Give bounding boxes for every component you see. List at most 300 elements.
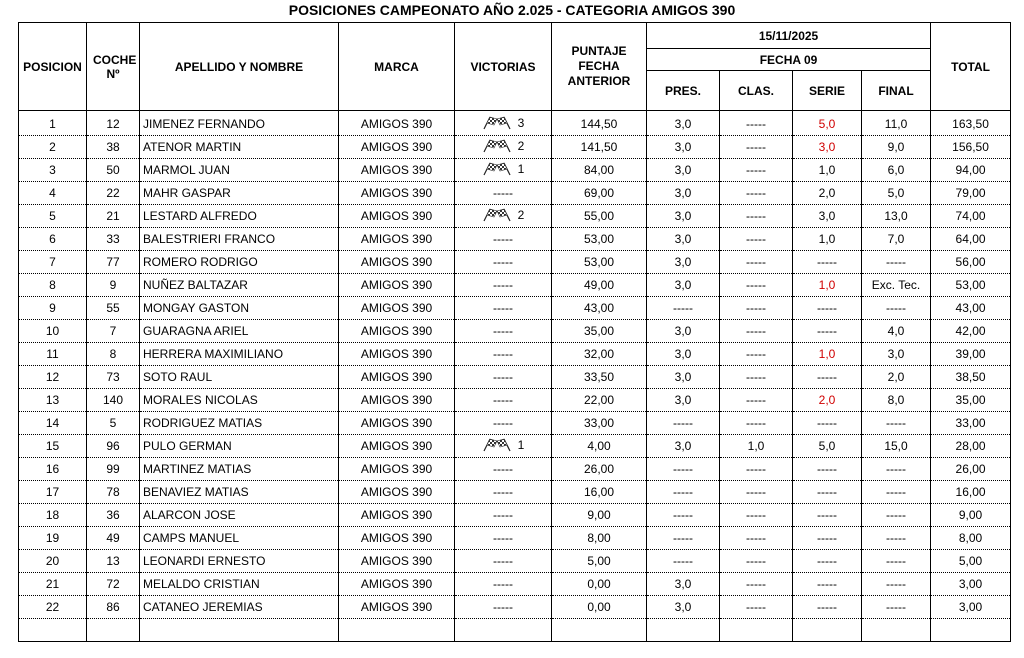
cell-final: ----- [862, 481, 931, 504]
cell-total: 33,00 [931, 412, 1011, 435]
cell-nombre: LESTARD ALFREDO [140, 205, 339, 228]
cell-puntaje-anterior: 8,00 [552, 527, 647, 550]
cell-puntaje-anterior: 69,00 [552, 182, 647, 205]
cell-total: 156,50 [931, 136, 1011, 159]
cell-pres: ----- [647, 550, 720, 573]
table-row [19, 320, 1011, 343]
cell-serie: ----- [793, 320, 862, 343]
cell-coche: 8 [87, 343, 140, 366]
table-row [19, 504, 1011, 527]
cell-coche: 33 [87, 228, 140, 251]
cell-nombre: PULO GERMAN [140, 435, 339, 458]
cell-nombre: MORALES NICOLAS [140, 389, 339, 412]
cell-clas: ----- [720, 136, 793, 159]
cell-marca: AMIGOS 390 [339, 297, 455, 320]
cell-total: 53,00 [931, 274, 1011, 297]
cell-clas: ----- [720, 550, 793, 573]
cell-victorias: ----- [455, 320, 552, 343]
header-puntaje [552, 23, 647, 111]
cell-victorias: ----- [455, 366, 552, 389]
cell-serie: ----- [793, 504, 862, 527]
header-clas: CLAS. [720, 71, 793, 111]
cell-pres: ----- [647, 481, 720, 504]
cell-pres: 3,0 [647, 228, 720, 251]
cell-coche: 78 [87, 481, 140, 504]
table-row [19, 458, 1011, 481]
cell-coche: 99 [87, 458, 140, 481]
table-row [19, 228, 1011, 251]
cell-coche: 96 [87, 435, 140, 458]
cell-marca: AMIGOS 390 [339, 182, 455, 205]
cell-total: 163,50 [931, 113, 1011, 136]
cell-puntaje-anterior: 144,50 [552, 113, 647, 136]
table-row [19, 527, 1011, 550]
cell-nombre: MARTINEZ MATIAS [140, 458, 339, 481]
checkered-flags-icon [482, 438, 512, 452]
cell-serie: 1,0 [793, 159, 862, 182]
cell-victorias: ----- [455, 504, 552, 527]
cell-serie: ----- [793, 366, 862, 389]
cell-clas: ----- [720, 182, 793, 205]
cell-pres: 3,0 [647, 205, 720, 228]
cell-final: ----- [862, 504, 931, 527]
cell-total: 35,00 [931, 389, 1011, 412]
cell-final: ----- [862, 573, 931, 596]
cell-serie: ----- [793, 527, 862, 550]
cell-total: 43,00 [931, 297, 1011, 320]
cell-coche: 7 [87, 320, 140, 343]
cell-total: 5,00 [931, 550, 1011, 573]
cell-serie: 3,0 [793, 136, 862, 159]
cell-nombre: MARMOL JUAN [140, 159, 339, 182]
header-posicion: POSICION [19, 23, 87, 111]
cell-victorias [455, 435, 552, 458]
table-row [19, 366, 1011, 389]
cell-nombre: MONGAY GASTON [140, 297, 339, 320]
cell-clas: ----- [720, 228, 793, 251]
cell-posicion: 5 [19, 205, 87, 228]
cell-puntaje-anterior: 26,00 [552, 458, 647, 481]
cell-serie: 1,0 [793, 343, 862, 366]
cell-victorias: ----- [455, 458, 552, 481]
cell-coche: 49 [87, 527, 140, 550]
checkered-flags-icon [482, 208, 512, 222]
cell-marca: AMIGOS 390 [339, 481, 455, 504]
cell-posicion: 7 [19, 251, 87, 274]
cell-clas: ----- [720, 113, 793, 136]
cell-clas: ----- [720, 343, 793, 366]
cell-final: 2,0 [862, 366, 931, 389]
cell-serie: ----- [793, 412, 862, 435]
cell-pres: ----- [647, 527, 720, 550]
cell-victorias: ----- [455, 550, 552, 573]
header-coche-label: COCHE Nº [93, 52, 137, 81]
cell-final: ----- [862, 297, 931, 320]
cell-marca: AMIGOS 390 [339, 527, 455, 550]
cell-coche: 140 [87, 389, 140, 412]
cell-victorias [455, 113, 552, 136]
cell-pres: ----- [647, 412, 720, 435]
cell-serie: ----- [793, 458, 862, 481]
cell-final: 13,0 [862, 205, 931, 228]
cell-marca: AMIGOS 390 [339, 366, 455, 389]
cell-serie: 3,0 [793, 205, 862, 228]
table-row [19, 205, 1011, 228]
cell-pres: 3,0 [647, 274, 720, 297]
table-row [19, 343, 1011, 366]
header-serie: SERIE [793, 71, 862, 111]
cell-marca: AMIGOS 390 [339, 596, 455, 619]
cell-total: 28,00 [931, 435, 1011, 458]
cell-clas: ----- [720, 159, 793, 182]
cell-marca: AMIGOS 390 [339, 205, 455, 228]
cell-nombre: ATENOR MARTIN [140, 136, 339, 159]
cell-serie: 5,0 [793, 435, 862, 458]
cell-puntaje-anterior: 22,00 [552, 389, 647, 412]
header-fecha: FECHA 09 [647, 49, 931, 71]
cell-posicion: 22 [19, 596, 87, 619]
cell-pres: 3,0 [647, 343, 720, 366]
cell-coche: 5 [87, 412, 140, 435]
cell-victorias: ----- [455, 228, 552, 251]
cell-marca: AMIGOS 390 [339, 412, 455, 435]
cell-marca: AMIGOS 390 [339, 113, 455, 136]
cell-victorias: ----- [455, 343, 552, 366]
table-row [19, 297, 1011, 320]
cell-posicion: 16 [19, 458, 87, 481]
cell-coche: 38 [87, 136, 140, 159]
cell-pres: 3,0 [647, 435, 720, 458]
cell-pres: 3,0 [647, 320, 720, 343]
cell-pres: 3,0 [647, 389, 720, 412]
cell-posicion: 18 [19, 504, 87, 527]
cell-pres: 3,0 [647, 159, 720, 182]
cell-serie: ----- [793, 596, 862, 619]
cell-coche: 77 [87, 251, 140, 274]
cell-posicion: 12 [19, 366, 87, 389]
cell-nombre: NUÑEZ BALTAZAR [140, 274, 339, 297]
table-row [19, 182, 1011, 205]
table-row [19, 113, 1011, 136]
victory-count [482, 438, 525, 452]
cell-coche: 86 [87, 596, 140, 619]
cell-pres: ----- [647, 297, 720, 320]
cell-pres: 3,0 [647, 366, 720, 389]
table-header [19, 23, 1011, 111]
table-row [19, 136, 1011, 159]
cell-pres: ----- [647, 504, 720, 527]
cell-pres: ----- [647, 458, 720, 481]
header-puntaje-label: PUNTAJE FECHA ANTERIOR [567, 44, 631, 88]
table-body [19, 113, 1011, 642]
cell-posicion: 1 [19, 113, 87, 136]
cell-coche: 50 [87, 159, 140, 182]
cell-pres: 3,0 [647, 596, 720, 619]
cell-final: ----- [862, 527, 931, 550]
cell-victorias: ----- [455, 297, 552, 320]
cell-total: 8,00 [931, 527, 1011, 550]
victory-count [482, 162, 525, 176]
cell-final: ----- [862, 550, 931, 573]
victory-count-value: 1 [517, 161, 525, 176]
cell-final: ----- [862, 458, 931, 481]
cell-marca: AMIGOS 390 [339, 435, 455, 458]
cell-posicion: 10 [19, 320, 87, 343]
cell-posicion: 14 [19, 412, 87, 435]
cell-victorias: ----- [455, 412, 552, 435]
cell-clas: ----- [720, 412, 793, 435]
cell-serie: 2,0 [793, 389, 862, 412]
standings-table [18, 22, 1011, 642]
cell-final: 15,0 [862, 435, 931, 458]
cell-victorias [455, 159, 552, 182]
cell-coche: 72 [87, 573, 140, 596]
cell-posicion: 4 [19, 182, 87, 205]
cell-victorias: ----- [455, 573, 552, 596]
victory-count-value: 2 [517, 138, 525, 153]
cell-marca: AMIGOS 390 [339, 458, 455, 481]
cell-total: 9,00 [931, 504, 1011, 527]
header-marca: MARCA [339, 23, 455, 111]
cell-final: ----- [862, 412, 931, 435]
cell-total: 56,00 [931, 251, 1011, 274]
cell-clas: ----- [720, 274, 793, 297]
cell-final: 5,0 [862, 182, 931, 205]
cell-nombre: MAHR GASPAR [140, 182, 339, 205]
cell-clas: ----- [720, 573, 793, 596]
cell-posicion: 8 [19, 274, 87, 297]
cell-serie: 2,0 [793, 182, 862, 205]
cell-clas: ----- [720, 596, 793, 619]
cell-nombre: ALARCON JOSE [140, 504, 339, 527]
table-row [19, 251, 1011, 274]
cell-clas: ----- [720, 205, 793, 228]
cell-nombre: MELALDO CRISTIAN [140, 573, 339, 596]
cell-pres: 3,0 [647, 251, 720, 274]
cell-marca: AMIGOS 390 [339, 251, 455, 274]
cell-puntaje-anterior: 43,00 [552, 297, 647, 320]
cell-serie: ----- [793, 573, 862, 596]
cell-marca: AMIGOS 390 [339, 504, 455, 527]
cell-nombre: SOTO RAUL [140, 366, 339, 389]
cell-posicion: 11 [19, 343, 87, 366]
header-pres: PRES. [647, 71, 720, 111]
cell-nombre: JIMENEZ FERNANDO [140, 113, 339, 136]
cell-nombre: HERRERA MAXIMILIANO [140, 343, 339, 366]
cell-puntaje-anterior: 53,00 [552, 228, 647, 251]
cell-pres: 3,0 [647, 182, 720, 205]
cell-serie: ----- [793, 550, 862, 573]
cell-victorias: ----- [455, 251, 552, 274]
cell-victorias: ----- [455, 389, 552, 412]
checkered-flags-icon [482, 139, 512, 153]
cell-marca: AMIGOS 390 [339, 274, 455, 297]
cell-nombre: RODRIGUEZ MATIAS [140, 412, 339, 435]
cell-coche: 9 [87, 274, 140, 297]
header-nombre: APELLIDO Y NOMBRE [140, 23, 339, 111]
header-victorias: VICTORIAS [455, 23, 552, 111]
cell-puntaje-anterior: 55,00 [552, 205, 647, 228]
cell-marca: AMIGOS 390 [339, 228, 455, 251]
cell-puntaje-anterior: 35,00 [552, 320, 647, 343]
table-row [19, 274, 1011, 297]
cell-victorias: ----- [455, 182, 552, 205]
cell-nombre: ROMERO RODRIGO [140, 251, 339, 274]
cell-posicion: 17 [19, 481, 87, 504]
cell-clas: ----- [720, 458, 793, 481]
cell-clas: ----- [720, 527, 793, 550]
cell-puntaje-anterior: 16,00 [552, 481, 647, 504]
cell-pres: 3,0 [647, 136, 720, 159]
header-coche [87, 23, 140, 111]
cell-posicion: 6 [19, 228, 87, 251]
cell-nombre: CATANEO JEREMIAS [140, 596, 339, 619]
table-row [19, 159, 1011, 182]
cell-clas: ----- [720, 320, 793, 343]
cell-clas: ----- [720, 251, 793, 274]
header-total: TOTAL [931, 23, 1011, 111]
cell-nombre: BALESTRIERI FRANCO [140, 228, 339, 251]
cell-coche: 21 [87, 205, 140, 228]
table-row [19, 550, 1011, 573]
cell-puntaje-anterior: 33,50 [552, 366, 647, 389]
cell-clas: ----- [720, 481, 793, 504]
cell-final: 9,0 [862, 136, 931, 159]
cell-marca: AMIGOS 390 [339, 573, 455, 596]
cell-marca: AMIGOS 390 [339, 389, 455, 412]
table-row [19, 596, 1011, 619]
victory-count [482, 208, 525, 222]
cell-marca: AMIGOS 390 [339, 159, 455, 182]
cell-total: 38,50 [931, 366, 1011, 389]
cell-coche: 22 [87, 182, 140, 205]
cell-nombre: GUARAGNA ARIEL [140, 320, 339, 343]
cell-puntaje-anterior: 141,50 [552, 136, 647, 159]
cell-puntaje-anterior: 53,00 [552, 251, 647, 274]
cell-puntaje-anterior: 84,00 [552, 159, 647, 182]
cell-total: 3,00 [931, 573, 1011, 596]
cell-total: 42,00 [931, 320, 1011, 343]
cell-serie: 1,0 [793, 228, 862, 251]
cell-victorias: ----- [455, 596, 552, 619]
cell-puntaje-anterior: 32,00 [552, 343, 647, 366]
cell-nombre: BENAVIEZ MATIAS [140, 481, 339, 504]
cell-marca: AMIGOS 390 [339, 320, 455, 343]
cell-posicion: 2 [19, 136, 87, 159]
cell-coche: 36 [87, 504, 140, 527]
cell-serie: 5,0 [793, 113, 862, 136]
cell-coche: 13 [87, 550, 140, 573]
table-row [19, 573, 1011, 596]
cell-clas: ----- [720, 504, 793, 527]
table-row [19, 435, 1011, 458]
cell-clas: ----- [720, 389, 793, 412]
cell-clas: ----- [720, 297, 793, 320]
cell-clas: ----- [720, 366, 793, 389]
cell-posicion: 20 [19, 550, 87, 573]
cell-coche: 73 [87, 366, 140, 389]
cell-serie: ----- [793, 481, 862, 504]
cell-total: 39,00 [931, 343, 1011, 366]
cell-puntaje-anterior: 0,00 [552, 573, 647, 596]
cell-total: 79,00 [931, 182, 1011, 205]
cell-final: 6,0 [862, 159, 931, 182]
cell-puntaje-anterior: 0,00 [552, 596, 647, 619]
cell-total: 16,00 [931, 481, 1011, 504]
cell-serie: ----- [793, 297, 862, 320]
table-row [19, 481, 1011, 504]
cell-puntaje-anterior: 9,00 [552, 504, 647, 527]
cell-puntaje-anterior: 49,00 [552, 274, 647, 297]
cell-victorias [455, 205, 552, 228]
standings-table-wrapper [18, 22, 1010, 642]
cell-final: ----- [862, 596, 931, 619]
victory-count-value: 2 [517, 207, 525, 222]
cell-final: 3,0 [862, 343, 931, 366]
cell-final: 7,0 [862, 228, 931, 251]
cell-posicion: 3 [19, 159, 87, 182]
cell-total: 74,00 [931, 205, 1011, 228]
header-final: FINAL [862, 71, 931, 111]
cell-coche: 12 [87, 113, 140, 136]
cell-puntaje-anterior: 33,00 [552, 412, 647, 435]
cell-final: 11,0 [862, 113, 931, 136]
victory-count-value: 3 [517, 115, 525, 130]
cell-coche: 55 [87, 297, 140, 320]
cell-serie: ----- [793, 251, 862, 274]
cell-victorias [455, 136, 552, 159]
cell-posicion: 15 [19, 435, 87, 458]
victory-count [482, 139, 525, 153]
cell-victorias: ----- [455, 481, 552, 504]
cell-posicion: 21 [19, 573, 87, 596]
cell-total: 26,00 [931, 458, 1011, 481]
cell-victorias: ----- [455, 527, 552, 550]
cell-puntaje-anterior: 5,00 [552, 550, 647, 573]
cell-posicion: 19 [19, 527, 87, 550]
victory-count-value: 1 [517, 437, 525, 452]
cell-posicion: 9 [19, 297, 87, 320]
cell-total: 3,00 [931, 596, 1011, 619]
cell-puntaje-anterior: 4,00 [552, 435, 647, 458]
cell-pres: 3,0 [647, 113, 720, 136]
cell-nombre: CAMPS MANUEL [140, 527, 339, 550]
cell-victorias: ----- [455, 274, 552, 297]
table-row [19, 412, 1011, 435]
checkered-flags-icon [482, 116, 512, 130]
table-row [19, 389, 1011, 412]
cell-posicion: 13 [19, 389, 87, 412]
cell-serie: 1,0 [793, 274, 862, 297]
table-row-empty [19, 619, 1011, 642]
cell-total: 94,00 [931, 159, 1011, 182]
header-date: 15/11/2025 [647, 23, 931, 49]
cell-marca: AMIGOS 390 [339, 343, 455, 366]
checkered-flags-icon [482, 162, 512, 176]
cell-marca: AMIGOS 390 [339, 550, 455, 573]
cell-final: 4,0 [862, 320, 931, 343]
cell-nombre: LEONARDI ERNESTO [140, 550, 339, 573]
cell-total: 64,00 [931, 228, 1011, 251]
cell-final: Exc. Tec. [862, 274, 931, 297]
cell-final: 8,0 [862, 389, 931, 412]
cell-marca: AMIGOS 390 [339, 136, 455, 159]
page-title: POSICIONES CAMPEONATO AÑO 2.025 - CATEGORIA AMIGOS 390 [288, 2, 736, 18]
victory-count [482, 116, 525, 130]
cell-final: ----- [862, 251, 931, 274]
cell-clas: 1,0 [720, 435, 793, 458]
cell-pres: 3,0 [647, 573, 720, 596]
